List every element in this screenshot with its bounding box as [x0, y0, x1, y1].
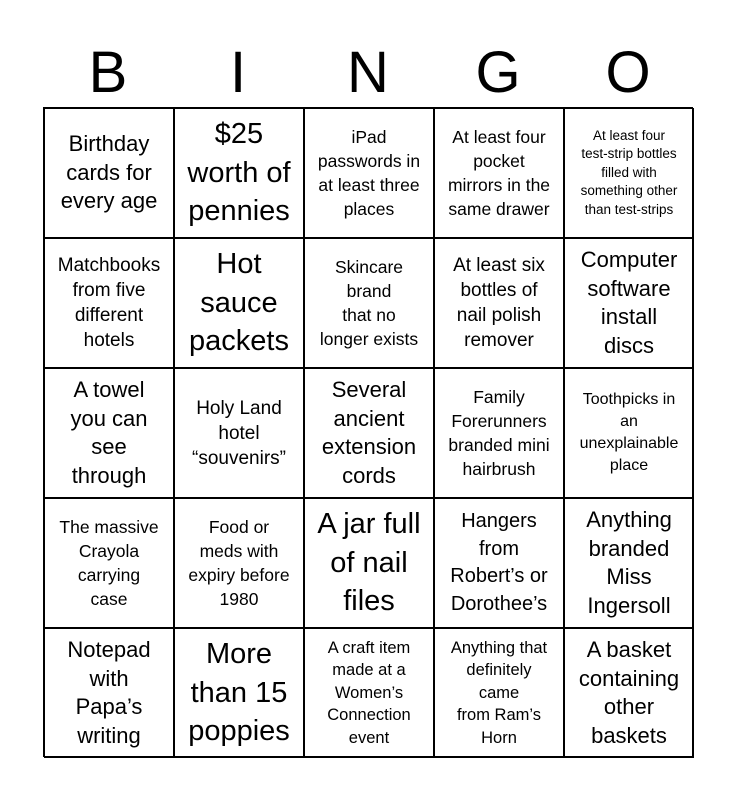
- bingo-cell[interactable]: [304, 108, 434, 238]
- bingo-cell[interactable]: [44, 368, 174, 498]
- bingo-cell-text: Computer software install discs: [580, 247, 678, 358]
- bingo-cell-text: Birthday cards for every age: [60, 131, 158, 214]
- bingo-cell-text: A craft item made at a Women’s Connection event: [327, 638, 411, 747]
- bingo-cell-text: Hot sauce packets: [189, 248, 289, 358]
- bingo-cell-text: Toothpicks in an unexplainable place: [579, 391, 679, 474]
- bingo-cell-text: iPad passwords in at least three places: [317, 127, 421, 219]
- bingo-cell-text: Food or meds with expiry before 1980: [188, 517, 290, 609]
- bingo-cell-text: Matchbooks from five different hotels: [57, 255, 161, 351]
- header-letter-n: N: [347, 40, 389, 105]
- header-letter-i: I: [229, 40, 247, 105]
- bingo-cell[interactable]: [174, 108, 304, 238]
- bingo-cell-text: Hangers from Robert’s or Dorothee’s: [450, 510, 548, 615]
- bingo-cell-text: The massive Crayola carrying case: [59, 517, 159, 609]
- bingo-cell-text: At least six bottles of nail polish remover: [453, 255, 545, 351]
- bingo-cell-text: A jar full of nail files: [317, 508, 421, 618]
- bingo-cell[interactable]: [44, 498, 174, 628]
- bingo-cell[interactable]: [434, 628, 564, 758]
- bingo-cell[interactable]: [304, 498, 434, 628]
- bingo-header: [43, 38, 693, 108]
- bingo-cell[interactable]: [174, 368, 304, 498]
- bingo-cell-text: At least four test-strip bottles filled with something other than test-strips: [580, 127, 678, 217]
- bingo-cell-text: A basket containing other baskets: [578, 637, 680, 748]
- bingo-cell[interactable]: [434, 108, 564, 238]
- bingo-cell[interactable]: [564, 498, 694, 628]
- bingo-cell[interactable]: [44, 628, 174, 758]
- bingo-cell-text: $25 worth of pennies: [187, 118, 291, 228]
- bingo-cell-text: Notepad with Papa’s writing: [67, 637, 151, 748]
- bingo-cell-text: Family Forerunners branded mini hairbrush: [448, 387, 550, 479]
- bingo-cell[interactable]: [434, 238, 564, 368]
- bingo-cell-text: Several ancient extension cords: [321, 377, 417, 488]
- bingo-cell[interactable]: [304, 368, 434, 498]
- bingo-cell[interactable]: [174, 498, 304, 628]
- bingo-cell[interactable]: [564, 628, 694, 758]
- bingo-cell[interactable]: [44, 108, 174, 238]
- bingo-cell-text: At least four pocket mirrors in the same drawer: [447, 127, 551, 219]
- bingo-cell[interactable]: [44, 238, 174, 368]
- bingo-cell[interactable]: [174, 628, 304, 758]
- bingo-card-grid: [43, 107, 693, 757]
- header-letter-g: G: [475, 40, 521, 105]
- bingo-cell[interactable]: [434, 498, 564, 628]
- bingo-cell[interactable]: [174, 238, 304, 368]
- bingo-cell[interactable]: [564, 368, 694, 498]
- bingo-cell-text: Holy Land hotel “souvenirs”: [192, 397, 286, 469]
- bingo-cell[interactable]: [304, 628, 434, 758]
- header-letter-b: B: [88, 40, 128, 105]
- bingo-cell[interactable]: [564, 238, 694, 368]
- bingo-cell-text: Anything that definitely came from Ram’s Horn: [450, 638, 548, 747]
- bingo-cell-text: A towel you can see through: [70, 377, 148, 488]
- bingo-cell-text: More than 15 poppies: [188, 638, 290, 748]
- header-letter-o: O: [605, 40, 651, 105]
- bingo-cell-text: Skincare brand that no longer exists: [319, 257, 419, 349]
- bingo-cell[interactable]: [564, 108, 694, 238]
- bingo-cell-text: Anything branded Miss Ingersoll: [586, 507, 672, 618]
- bingo-cell[interactable]: [434, 368, 564, 498]
- bingo-cell[interactable]: [304, 238, 434, 368]
